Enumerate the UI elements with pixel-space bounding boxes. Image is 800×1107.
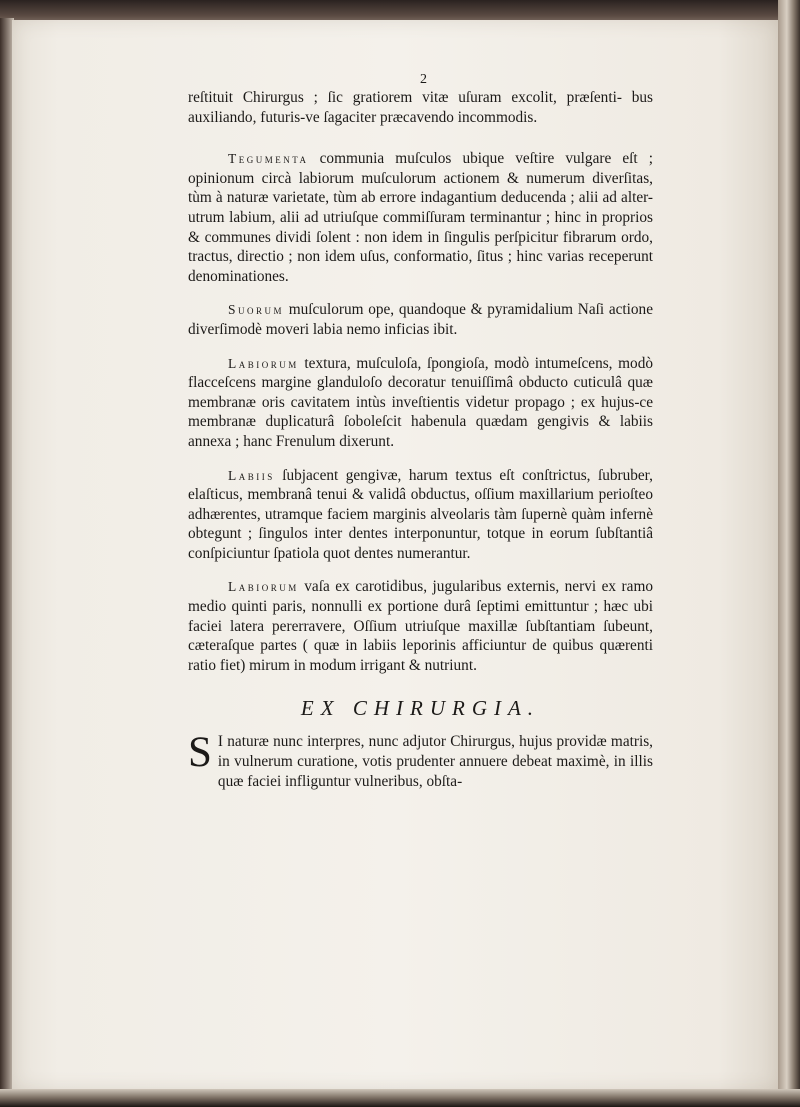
paragraph-body: textura, muſculoſa, ſpongioſa, modò intumeſcens, modò flacceſcens margine glanduloſo decoratur tenuiſſimâ obducto cuticulâ quæ membranæ oris cavitatem intùs inveſtientis videtur propago ; ex hujus-ce membranæ duplicaturâ ſoboleſcit habenula quædam gengivis & labiis annexa ; hanc Frenulum dixerunt. <box>188 354 653 450</box>
paragraph-labiorum-textura <box>188 354 653 452</box>
continued-line-1: reſtituit Chirurgus ; ſic gratiorem vitæ uſuram excolit, præſenti- <box>188 89 622 106</box>
page-text-block <box>188 66 653 791</box>
paragraph-lead-word: Labiorum <box>228 355 299 371</box>
paragraph-lead-word: Labiis <box>228 467 275 483</box>
paragraph-suorum <box>188 300 653 339</box>
paragraph-labiorum-vasa <box>188 577 653 675</box>
paragraph-body: ſubjacent gengivæ, harum textus eſt conſtrictus, ſubruber, elaſticus, membranâ tenui & validâ obductus, oſſium maxillarium perioſteo adhærentes, utramque faciem marginis alveolaris tàm ſupernè quàm infernè obtegunt ; ſingulos inter dentes interponuntur, totque in eorum ſubſtantiâ conſpiciuntur ſpatiola quot dentes numerantur. <box>188 466 653 562</box>
continued-line-2: bus auxiliando, futuris-ve ſagaciter præcavendo incommodis. <box>188 89 653 126</box>
paragraph-lead-word: Tegumenta <box>228 151 309 167</box>
paragraph-body: I naturæ nunc interpres, nunc adjutor Chirurgus, hujus providæ matris, in vulnerum curatione, votis prudenter annuere debeat maximè, in illis quæ faciei infliguntur vulneribus, obſta- <box>217 733 653 790</box>
section-heading: EX CHIRURGIA. <box>300 696 541 721</box>
page-number: 2 <box>420 72 427 87</box>
book-bottom-edge <box>0 1089 800 1107</box>
paragraph-tegumenta <box>188 149 653 286</box>
paragraph-body: communia muſculos ubique veſtire vulgare eſt ; opinionum circà labiorum muſculorum actionem & numerum diverſitas, tùm à naturæ varietate, tùm ab errore indagantium deducenda ; alii ad alter-utrum labium, alii ad utriuſque commiſſuram terminantur ; hinc in proprios & communes dividi ſolent : non idem in ſingulis perſpicitur fibrarum ordo, tractus, directio ; non idem uſus, conformatio, ſitus ; hinc varias receperunt denominationes. <box>188 150 653 285</box>
paragraph-lead-word: Labiorum <box>228 579 299 595</box>
drop-cap: S <box>188 729 212 777</box>
paragraph-body: vaſa ex carotidibus, jugularibus externis, nervi ex ramo medio quinti paris, nonnulli ex portione durâ ſeptimi emittuntur ; hæc ubi faciei latera pererravere, Oſſium utriuſque maxillæ ſubſtantiam ſubeunt, cæteraſque partes ( quæ in labiis leporinis afficiuntur de quibus quærenti ratio fiet) mirum in modum irrigant & nutriunt. <box>188 578 653 674</box>
paragraph-labiis <box>188 466 653 564</box>
continued-text <box>188 88 653 127</box>
paragraph-body: muſculorum ope, quandoque & pyramidalium Naſi actione diverſimodè moveri labia nemo inficias ibit. <box>188 301 653 338</box>
paragraph-ex-chirurgia <box>188 729 653 791</box>
book-fore-edge <box>778 0 800 1107</box>
paragraph-lead-word: Suorum <box>228 302 285 318</box>
